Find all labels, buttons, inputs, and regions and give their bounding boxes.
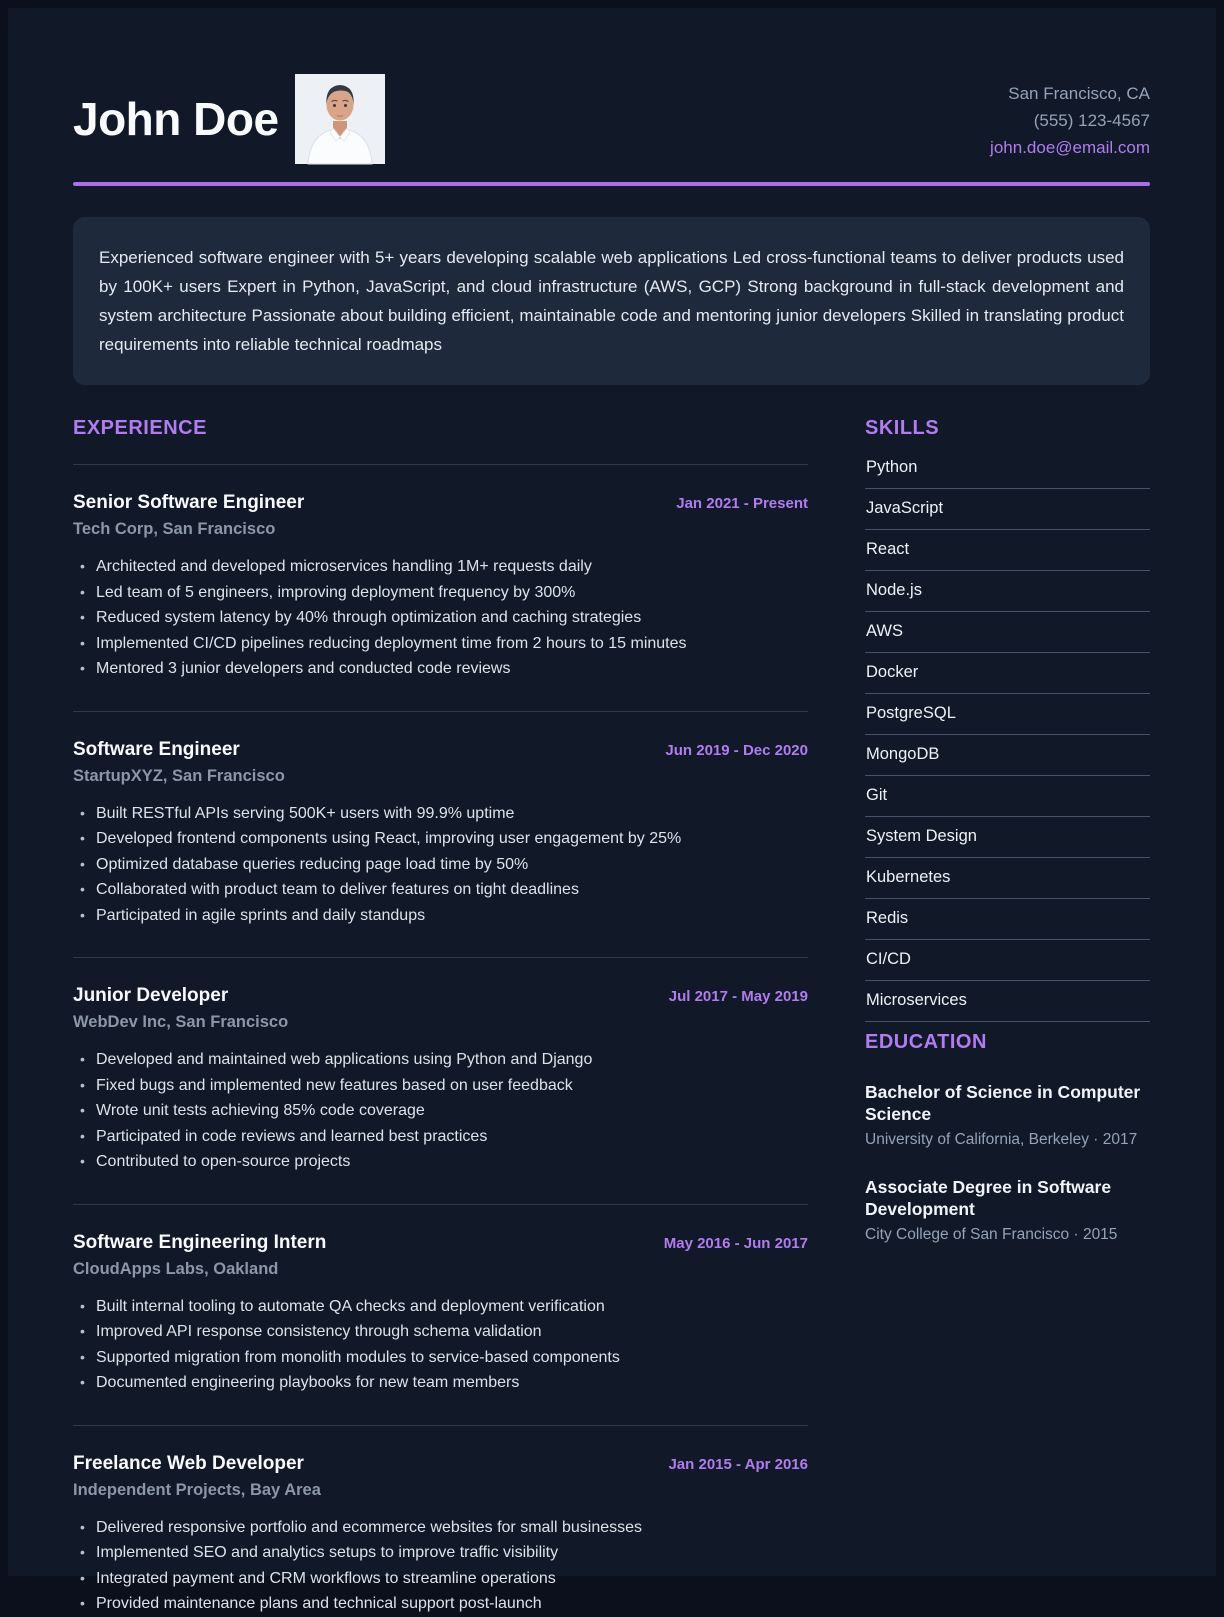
job-bullets (73, 1515, 808, 1617)
skill-item: Node.js (865, 571, 1150, 612)
education-list (865, 1082, 1150, 1245)
education-degree: Associate Degree in Software Development (865, 1176, 1112, 1219)
job-head (73, 985, 808, 1007)
skill-item: JavaScript (865, 489, 1150, 530)
education-institution: City College of San Francisco · 2015 (865, 1225, 1118, 1243)
job-bullet: • Collaborated with product team to deliver features on tight deadlines (73, 877, 808, 903)
contact-block (990, 74, 1150, 161)
job-list (73, 464, 808, 1617)
avatar-illustration (295, 74, 385, 164)
skills-heading: SKILLS (865, 417, 940, 439)
job-bullet: • Fixed bugs and implemented new features based on user feedback (73, 1073, 808, 1099)
skill-item: Git (865, 776, 1150, 817)
experience-heading: EXPERIENCE (73, 417, 207, 439)
job-head (73, 739, 808, 761)
skill-item: React (865, 530, 1150, 571)
skill-item: MongoDB (865, 735, 1150, 776)
education-institution: University of California, Berkeley · 2017 (865, 1130, 1138, 1148)
skill-item: PostgreSQL (865, 694, 1150, 735)
job-bullet: • Documented engineering playbooks for new team members (73, 1370, 808, 1396)
profile-photo (295, 74, 385, 164)
contact-email-link[interactable]: john.doe@email.com (990, 138, 1150, 157)
skill-item: Python (865, 448, 1150, 489)
skill-item: Microservices (865, 981, 1150, 1022)
job-bullet: • Supported migration from monolith modules to service-based components (73, 1345, 808, 1371)
skill-item: Redis (865, 899, 1150, 940)
job-company: StartupXYZ, San Francisco (73, 766, 285, 785)
person-name: John Doe (73, 93, 279, 145)
job-entry (73, 957, 808, 1175)
summary-text: Experienced software engineer with 5+ years developing scalable web applications Led cross-functional teams to deliver products used by 100K+ users Expert in Python, JavaScript, and cloud infrastructure (AWS, GCP) Strong background in full-stack development and system architecture Passionate about building efficient, maintainable code and mentoring junior developers Skilled in translating product requirements into reliable technical roadmaps (99, 248, 1124, 354)
job-dates: Jun 2019 - Dec 2020 (665, 741, 808, 759)
education-degree: Bachelor of Science in Computer Science (865, 1082, 1141, 1124)
job-bullet: • Integrated payment and CRM workflows to streamline operations (73, 1566, 808, 1592)
job-company: Tech Corp, San Francisco (73, 520, 276, 538)
skill-item: Docker (865, 653, 1150, 694)
job-bullet: • Wrote unit tests achieving 85% code coverage (73, 1098, 808, 1124)
contact-phone: (555) 123-4567 (1033, 111, 1150, 130)
sidebar-column (865, 417, 1150, 1617)
job-head (73, 492, 808, 514)
job-bullet: • Implemented CI/CD pipelines reducing deployment time from 2 hours to 15 minutes (73, 631, 808, 657)
job-bullet: • Mentored 3 junior developers and conducted code reviews (73, 656, 808, 682)
content-columns (73, 417, 1150, 1617)
job-bullets (73, 801, 808, 929)
job-dates: May 2016 - Jun 2017 (663, 1234, 808, 1252)
job-title: Junior Developer (73, 985, 229, 1006)
education-entry (865, 1177, 1150, 1245)
header-divider-rule (73, 182, 1150, 186)
job-head (73, 1453, 808, 1475)
job-company: WebDev Inc, San Francisco (73, 1013, 289, 1031)
skill-item: Kubernetes (865, 858, 1150, 899)
experience-column (73, 417, 808, 1617)
job-dates: Jul 2017 - May 2019 (668, 988, 808, 1005)
job-bullet: • Led team of 5 engineers, improving deployment frequency by 300% (73, 580, 808, 606)
resume-header (73, 74, 1150, 164)
job-bullet: • Participated in agile sprints and daily standups (73, 903, 808, 929)
job-bullet: • Delivered responsive portfolio and ecommerce websites for small businesses (73, 1515, 808, 1541)
job-bullet: • Participated in code reviews and learned best practices (73, 1124, 808, 1150)
summary-box (73, 217, 1150, 385)
job-entry (73, 1204, 808, 1396)
skill-item: System Design (865, 817, 1150, 858)
job-bullet: • Built RESTful APIs serving 500K+ users with 99.9% uptime (73, 801, 808, 827)
job-company: CloudApps Labs, Oakland (73, 1259, 279, 1278)
job-dates: Jan 2015 - Apr 2016 (668, 1455, 808, 1473)
job-bullet: • Developed and maintained web applications using Python and Django (73, 1047, 808, 1073)
job-entry (73, 1425, 808, 1617)
job-title: Senior Software Engineer (73, 492, 305, 513)
job-entry (73, 464, 808, 682)
education-entry (865, 1082, 1150, 1150)
skills-list (865, 448, 1150, 1022)
job-bullet: • Contributed to open-source projects (73, 1149, 808, 1175)
skill-item: CI/CD (865, 940, 1150, 981)
job-title: Freelance Web Developer (73, 1452, 304, 1474)
job-bullet: • Built internal tooling to automate QA checks and deployment verification (73, 1294, 808, 1320)
job-title: Software Engineering Intern (73, 1231, 327, 1253)
skill-item: AWS (865, 612, 1150, 653)
job-bullet: • Improved API response consistency through schema validation (73, 1319, 808, 1345)
job-head (73, 1232, 808, 1254)
contact-location: San Francisco, CA (1008, 84, 1150, 103)
education-heading: EDUCATION (865, 1031, 987, 1053)
job-bullet: • Architected and developed microservices handling 1M+ requests daily (73, 554, 808, 580)
job-bullet: • Implemented SEO and analytics setups to improve traffic visibility (73, 1540, 808, 1566)
job-title: Software Engineer (73, 738, 240, 760)
job-bullet: • Provided maintenance plans and technical support post-launch (73, 1591, 808, 1617)
job-bullets (73, 1047, 808, 1175)
job-bullet: • Developed frontend components using React, improving user engagement by 25% (73, 826, 808, 852)
job-bullet: • Optimized database queries reducing page load time by 50% (73, 852, 808, 878)
resume-page (8, 8, 1216, 1612)
job-bullets (73, 554, 808, 682)
job-company: Independent Projects, Bay Area (73, 1480, 321, 1499)
name-row (73, 74, 385, 164)
job-bullet: • Reduced system latency by 40% through optimization and caching strategies (73, 605, 808, 631)
job-dates: Jan 2021 - Present (676, 495, 808, 512)
job-bullets (73, 1294, 808, 1396)
job-entry (73, 711, 808, 929)
